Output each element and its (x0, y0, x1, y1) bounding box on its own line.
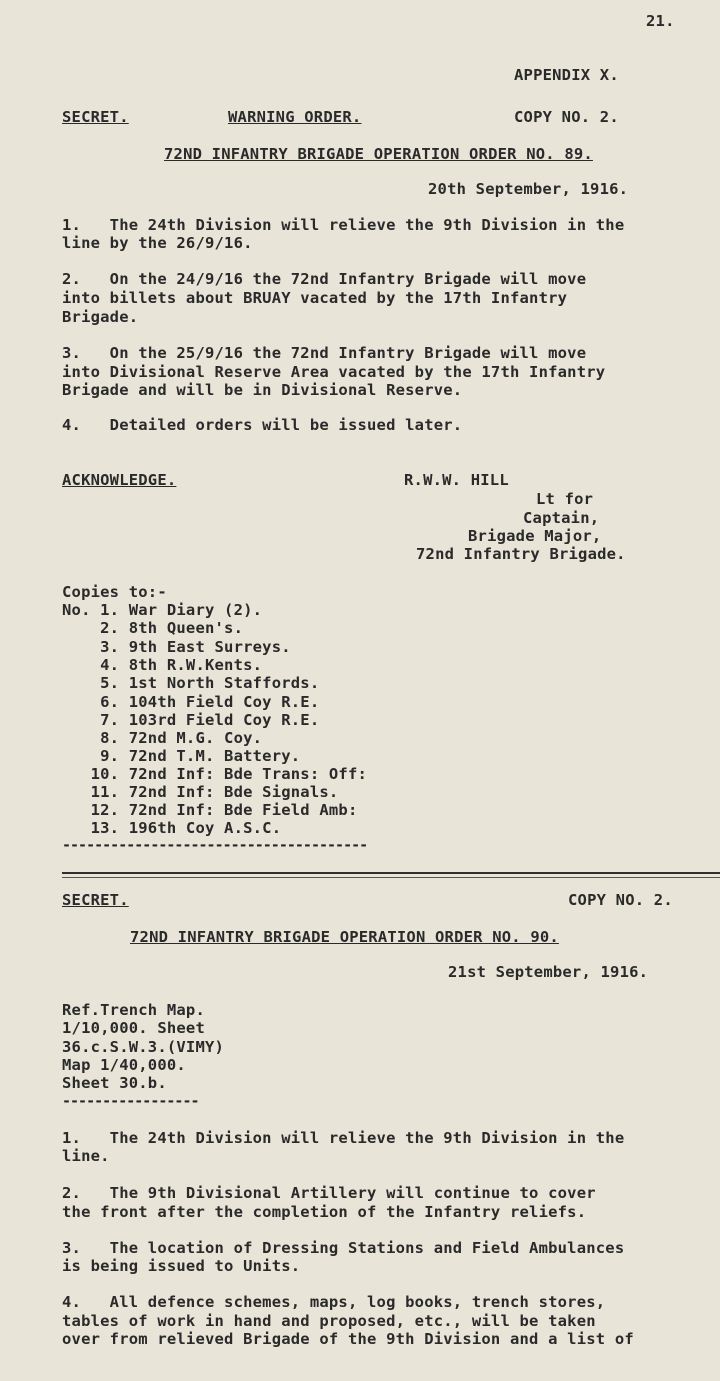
dashed-divider: -------------------------------------- (62, 836, 368, 854)
list-item: 7. 103rd Field Coy R.E. (62, 711, 320, 729)
list-item: No. 1. War Diary (2). (62, 601, 263, 619)
document-page: 21. APPENDIX X. SECRET. WARNING ORDER. COPY NO. 2. 72ND INFANTRY BRIGADE OPERATION ORDER NO. 89. 20th September, 1916. 1. The 24th Division will relieve the 9th Division in the line by the 26/9/16. 2. On the 24/9/16 the 72nd Infantry Brigade will move into billets about BRUAY vacated by the 17th Infantry Brigade. 3. On the 25/9/16 the 72nd Infantry Brigade will move into Divisional Reserve Area vacated by the 17th Infantry Brigade and will be in Divisional Reserve. 4. Detailed orders will be issued later. ACKNOWLEDGE. R.W.W. HILL Lt for Captain, Brigade Major, 72nd Infantry Brigade. Copies to:- No. 1. War Diary (2). 2. 8th Queen's. 3. 9th East Surreys. 4. 8th R.W.Kents. 5. 1st North Staffords. 6. 104th Field Coy R.E. 7. 103rd Field Coy R.E. 8. 72nd M.G. Coy. 9. 72nd T.M. Battery. 10. 72nd Inf: Bde Trans: Off: 11. 72nd Inf: Bde Signals. 12. 72nd Inf: Bde Field Amb: 13. 196th Coy A.S.C. -------------------------------------- SECRET. COPY NO. 2. 72ND INFANTRY BRIGADE OPERATION ORDER NO. 90. 21st September, 1916. Ref.Trench Map. 1/10,000. Sheet 36.c.S.W.3.(VIMY) Map 1/40,000. Sheet 30.b. ----------------- 1. The 24th Division will relieve the 9th Division in the line. 2. The 9th Divisional Artillery will continue to cover the front after the completion of the Infantry reliefs. 3. The location of Dressing Stations and Field Ambulances is being issued to Units. 4. All defence schemes, maps, log books, trench stores, tables of work in hand and proposed, etc., will be taken over from relieved Brigade of the 9th Division and a list of (0, 0, 720, 1381)
list-item: 2. 8th Queen's. (62, 619, 244, 637)
paragraph-4: 4. Detailed orders will be issued later. (62, 416, 463, 434)
list-item: 13. 196th Coy A.S.C. (62, 819, 282, 837)
acknowledge-label: ACKNOWLEDGE. (62, 471, 177, 489)
list-item: 8. 72nd M.G. Coy. (62, 729, 263, 747)
secret-label-2: SECRET. (62, 891, 129, 909)
secret-label: SECRET. (62, 108, 129, 126)
order-title-2: 72ND INFANTRY BRIGADE OPERATION ORDER NO. 90. (130, 928, 559, 946)
dashed-divider-2: ----------------- (62, 1092, 199, 1110)
list-item: 5. 1st North Staffords. (62, 674, 320, 692)
section-divider (62, 872, 720, 874)
copies-heading: Copies to:- (62, 583, 167, 601)
list-item: 6. 104th Field Coy R.E. (62, 693, 320, 711)
section-divider-thin (62, 877, 720, 878)
appendix-label: APPENDIX X. (514, 66, 619, 84)
list-item: 3. 9th East Surreys. (62, 638, 291, 656)
warning-order-label: WARNING ORDER. (228, 108, 362, 126)
list-item: 11. 72nd Inf: Bde Signals. (62, 783, 339, 801)
list-item: 9. 72nd T.M. Battery. (62, 747, 301, 765)
order-date: 20th September, 1916. (428, 180, 629, 198)
copy-number: COPY NO. 2. (514, 108, 619, 126)
copy-number-2: COPY NO. 2. (568, 891, 673, 909)
list-item: 4. 8th R.W.Kents. (62, 656, 263, 674)
list-item: 10. 72nd Inf: Bde Trans: Off: (62, 765, 368, 783)
order-title: 72ND INFANTRY BRIGADE OPERATION ORDER NO. 89. (164, 145, 593, 163)
order-date-2: 21st September, 1916. (448, 963, 649, 981)
list-item: 12. 72nd Inf: Bde Field Amb: (62, 801, 358, 819)
page-number: 21. (646, 12, 675, 30)
